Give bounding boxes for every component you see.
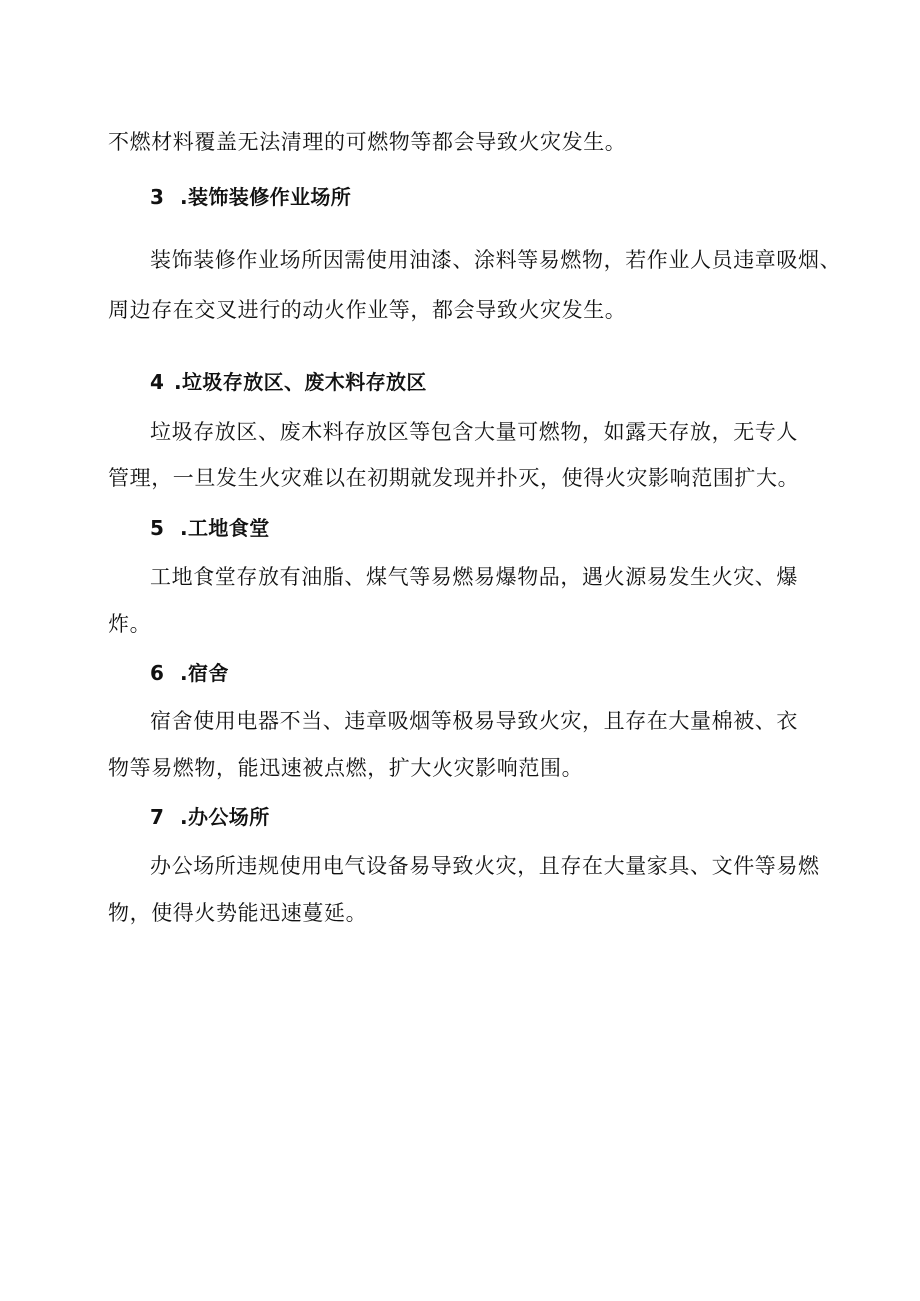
section-number: 5	[150, 516, 165, 540]
paragraph-line: 周边存在交叉进行的动火作业等，都会导致火灾发生。	[108, 298, 627, 322]
paragraph-line: 物，使得火势能迅速蔓延。	[108, 901, 368, 925]
paragraph-line: 装饰装修作业场所因需使用油漆、涂料等易燃物，若作业人员违章吸烟、	[150, 248, 842, 272]
paragraph-line: 工地食堂存放有油脂、煤气等易燃易爆物品，遇火源易发生火灾、爆	[150, 565, 798, 589]
paragraph-continuation: 不燃材料覆盖无法清理的可燃物等都会导致火灾发生。	[108, 130, 627, 154]
paragraph-line: 炸。	[108, 612, 152, 636]
section-heading-4	[150, 367, 427, 397]
section-heading-3	[150, 182, 351, 212]
section-title: .办公场所	[180, 805, 270, 829]
section-title: .装饰装修作业场所	[180, 185, 352, 209]
paragraph-line: 宿舍使用电器不当、违章吸烟等极易导致火灾，且存在大量棉被、衣	[150, 709, 798, 733]
section-title: .工地食堂	[180, 516, 270, 540]
section-heading-7	[150, 802, 270, 832]
section-title: .宿舍	[180, 661, 229, 685]
paragraph-line: 物等易燃物，能迅速被点燃，扩大火灾影响范围。	[108, 756, 584, 780]
paragraph-line: 管理，一旦发生火灾难以在初期就发现并扑灭，使得火灾影响范围扩大。	[108, 466, 800, 490]
section-heading-6	[150, 658, 229, 688]
paragraph-line: 垃圾存放区、废木料存放区等包含大量可燃物，如露天存放，无专人	[150, 420, 798, 444]
paragraph-line: 办公场所违规使用电气设备易导致火灾，且存在大量家具、文件等易燃	[150, 854, 820, 878]
section-number: 7	[150, 805, 165, 829]
section-number: 4	[150, 370, 165, 394]
section-title: .垃圾存放区、废木料存放区	[174, 370, 427, 394]
section-number: 3	[150, 185, 165, 209]
section-heading-5	[150, 513, 270, 543]
section-number: 6	[150, 661, 165, 685]
